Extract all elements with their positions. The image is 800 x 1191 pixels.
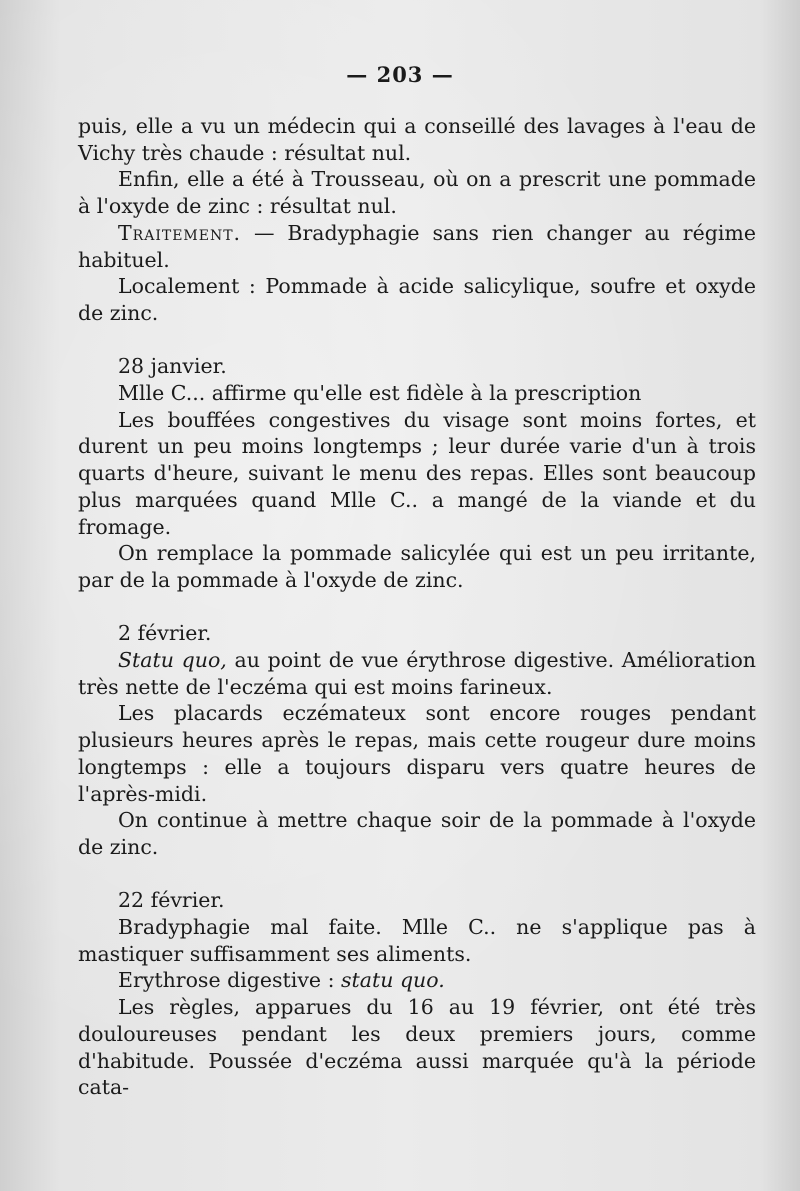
paragraph — [78, 220, 756, 273]
paragraph: On remplace la pommade salicylée qui est un peu irritante, par de la pommade à l'oxyde de zinc. — [78, 541, 756, 592]
date-heading: 28 janvier. — [118, 354, 227, 379]
body-text — [78, 113, 756, 1101]
paragraph: Les bouffées congestives du visage sont moins fortes, et durent un peu moins longtemps ; leur durée varie d'un à trois quarts d'heure, suivant le menu des repas. Elles sont beaucoup plus marquées quand Mlle C.. a mangé de la viande et du fromage. — [78, 407, 756, 539]
paragraph — [78, 647, 756, 700]
section-label: Traitement. — [118, 220, 242, 245]
paragraph: Localement : Pommade à acide salicylique, soufre et oxyde de zinc. — [78, 274, 756, 325]
paragraph: On continue à mettre chaque soir de la pommade à l'oxyde de zinc. — [78, 808, 756, 859]
paragraph: Les règles, apparues du 16 au 19 février, ont été très douloureuses pendant les deux premiers jours, comme d'habitude. Poussée d'eczéma aussi marquée qu'à la période cata- — [78, 995, 756, 1100]
page-number: — 203 — — [346, 62, 454, 87]
paragraph: Bradyphagie mal faite. Mlle C.. ne s'applique pas à mastiquer suffisamment ses aliments. — [78, 915, 756, 966]
paragraph-text: Erythrose digestive : — [118, 968, 341, 993]
paragraph — [78, 967, 756, 994]
paragraph: Enfin, elle a été à Trousseau, où on a prescrit une pommade à l'oxyde de zinc : résultat nul. — [78, 167, 756, 219]
paragraph: Les placards eczémateux sont encore rouges pendant plusieurs heures après le repas, mais cette rougeur dure moins longtemps : elle a toujours disparu vers quatre heures de l'après-midi. — [78, 701, 756, 806]
paragraph-text: au point de vue érythrose digestive. Amélioration très nette de l'eczéma qui est moins farineux. — [78, 648, 756, 699]
paragraph: Mlle C... affirme qu'elle est fidèle à la prescription — [118, 381, 642, 406]
italic-text: Statu quo, — [118, 648, 227, 673]
date-heading: 2 février. — [118, 621, 212, 646]
paragraph: puis, elle a vu un médecin qui a conseillé des lavages à l'eau de Vichy très chaude : résultat nul. — [78, 114, 756, 165]
paragraph-text: — Bradyphagie sans rien changer au régime habituel. — [78, 220, 756, 272]
date-heading: 22 février. — [118, 888, 225, 913]
italic-text: statu quo. — [341, 968, 445, 993]
